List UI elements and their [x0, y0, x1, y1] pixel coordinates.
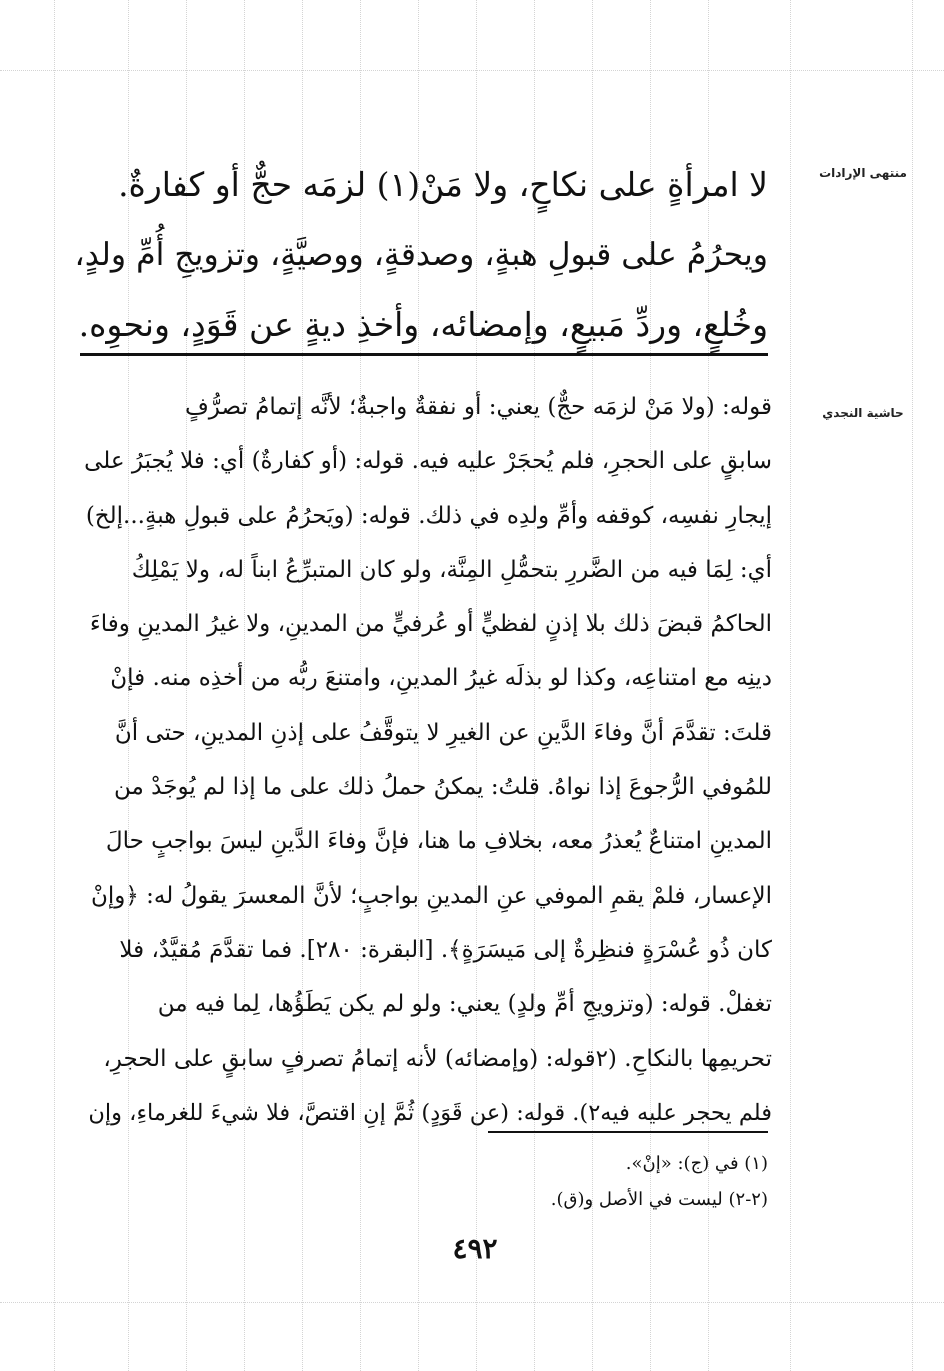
footnote: (١) في (ج): «إنْ».: [625, 1153, 768, 1174]
guide-line: [0, 1302, 944, 1303]
commentary-line: للمُوفي الرُّجوعَ إذا نواهُ. قلتُ: يمكنُ حملُ ذلك على ما إذا لم يُوجَدْ من: [114, 774, 772, 801]
separator-rule: [80, 353, 768, 356]
guide-line: [912, 0, 913, 1371]
footnotes: [470, 1146, 768, 1218]
guide-line: [0, 70, 944, 71]
main-text-line: لا امرأةٍ على نكاحٍ، ولا مَنْ(١) لزمَه حجٌّ أو كفارةٌ.: [118, 165, 768, 204]
commentary-text: [74, 380, 772, 1140]
page-number: ٤٩٢: [452, 1232, 498, 1265]
commentary-line: قلتَ: تقدَّمَ أنَّ وفاءَ الدَّينِ عن الغيرِ لا يتوقَّفُ على إذنِ المدينِ، حتى أنَّ: [114, 719, 772, 746]
side-label-hashiya: حاشية النجدي: [822, 406, 904, 420]
main-text-line: ويحرُمُ على قبولِ هبةٍ، وصدقةٍ، ووصيَّةٍ، وتزويجِ أُمِّ ولدٍ،: [74, 237, 768, 273]
footnote: (٢-٢) ليست في الأصل و(ق).: [550, 1189, 768, 1210]
footnote-rule: [488, 1131, 768, 1133]
commentary-line: المدينِ امتناعٌ يُعذرُ معه، بخلافِ ما هنا، فإنَّ وفاءَ الدَّينِ ليسَ بواجبٍ حالَ: [105, 828, 772, 855]
guide-line: [54, 0, 55, 1371]
commentary-line: أي: لِمَا فيه من الضَّررِ بتحمُّلِ المِنَّة، ولو كان المتبرِّعُ ابناً له، ولا يَمْلِكُ: [131, 556, 772, 583]
commentary-line: إيجارِ نفسِه، كوقفه وأمِّ ولدِه في ذلك. قوله: (ويَحرُمُ على قبولِ هبةٍ...إلخ): [85, 502, 772, 529]
commentary-line: سابقٍ على الحجرِ، فلم يُحجَرْ عليه فيه. قوله: (أو كفارةٌ) أي: فلا يُجبَرُ على: [84, 448, 772, 475]
commentary-line: الإعسار، فلمْ يقمِ الموفي عنِ المدينِ بواجبٍ؛ لأنَّ المعسرَ يقولُ له: ﴿وإنْ: [91, 882, 772, 909]
commentary-line: دينِه مع امتناعِه، وكذا لو بذلَه غيرُ المدينِ، وامتنعَ ربُّه من أخذِه منه. فإنْ: [110, 665, 772, 692]
commentary-line: الحاكمُ قبضَ ذلك بلا إذنٍ لفظيٍّ أو عُرفيٍّ من المدينِ، ولا غيرُ المدينِ وفاءَ: [89, 611, 772, 638]
guide-line: [790, 0, 791, 1371]
commentary-line: تغفلْ. قوله: (وتزويجِ أمِّ ولدٍ) يعني: ولو لم يكن يَطَؤُها، لِما فيه من: [157, 991, 772, 1018]
side-label-main: منتهى الإرادات: [819, 166, 907, 180]
main-text-line: وخُلعٍ، وردِّ مَبيعٍ، وإمضائه، وأخذِ ديةٍ عن قَوَدٍ، ونحوِه.: [78, 305, 768, 344]
commentary-line: فلم يحجر عليه فيه٢). قوله: (عن قَوَدٍ) ثُمَّ إنِ اقتصَّ، فلا شيءَ للغرماءِ، وإن: [88, 1099, 772, 1126]
main-text: [70, 150, 768, 360]
commentary-line: تحريمِها بالنكاحِ. (٢قوله: (وإمضائه) لأنه إتمامُ تصرفٍ سابقٍ على الحجرِ،: [103, 1045, 772, 1072]
commentary-line: كان ذُو عُسْرَةٍ فنظِرةٌ إلى مَيسَرَةٍ﴾. [البقرة: ٢٨٠]. فما تقدَّمَ مُقيَّدٌ، فلا: [119, 936, 772, 963]
commentary-line: قوله: (ولا مَنْ لزمَه حجٌّ) يعني: أو نفقةٌ واجبةٌ؛ لأنَّه إتمامُ تصرُّفٍ: [184, 394, 772, 420]
